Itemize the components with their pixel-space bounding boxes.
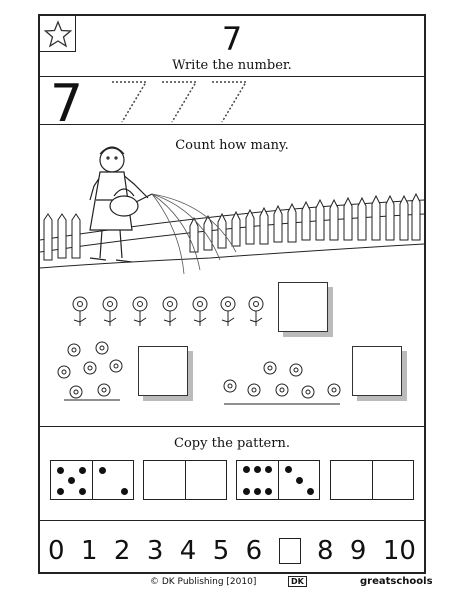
divider-pattern <box>38 426 426 427</box>
flower-cluster-right <box>224 362 340 404</box>
number-2: 2 <box>113 536 131 566</box>
domino-sample-2 <box>236 460 320 500</box>
divider-trace <box>38 124 426 125</box>
count-instruction: Count how many. <box>175 138 289 153</box>
dk-logo: DK <box>288 576 307 587</box>
greatschools-logo: greatschools <box>360 576 433 587</box>
number-6: 6 <box>245 536 263 566</box>
number-1: 1 <box>80 536 98 566</box>
number-0: 0 <box>48 536 65 566</box>
domino-sample-1 <box>50 460 134 500</box>
divider-top <box>38 76 426 77</box>
domino-half-three <box>278 461 320 499</box>
domino-half-five <box>51 461 92 499</box>
domino-copy-1[interactable] <box>143 460 227 500</box>
flower-cluster-left <box>58 342 122 400</box>
divider-numberline <box>38 520 426 521</box>
sample-digit: 7 <box>50 74 84 134</box>
missing-number-box[interactable] <box>279 538 301 564</box>
number-4: 4 <box>179 536 197 566</box>
watering-can <box>110 189 152 216</box>
copyright-text: © DK Publishing [2010] <box>150 577 257 587</box>
trace-seven-1 <box>112 82 146 122</box>
answer-box-row1[interactable] <box>278 282 328 332</box>
tracing-guides <box>100 80 420 124</box>
answer-box-right-cluster[interactable] <box>352 346 402 396</box>
number-3: 3 <box>146 536 164 566</box>
domino-copy-2[interactable] <box>330 460 414 500</box>
number-8: 8 <box>316 536 334 566</box>
flower-row-seven <box>73 297 263 326</box>
pattern-instruction: Copy the pattern. <box>174 436 290 451</box>
domino-half-six <box>237 461 278 499</box>
answer-box-left-cluster[interactable] <box>138 346 188 396</box>
number-line <box>40 534 424 568</box>
trace-seven-2 <box>162 82 196 122</box>
trace-seven-3 <box>212 82 246 122</box>
number-9: 9 <box>349 536 367 566</box>
number-5: 5 <box>212 536 230 566</box>
ground <box>40 244 424 268</box>
write-instruction: Write the number. <box>172 58 292 73</box>
domino-half-two <box>92 461 134 499</box>
number-10: 10 <box>382 536 416 566</box>
target-number: 7 <box>221 20 243 58</box>
